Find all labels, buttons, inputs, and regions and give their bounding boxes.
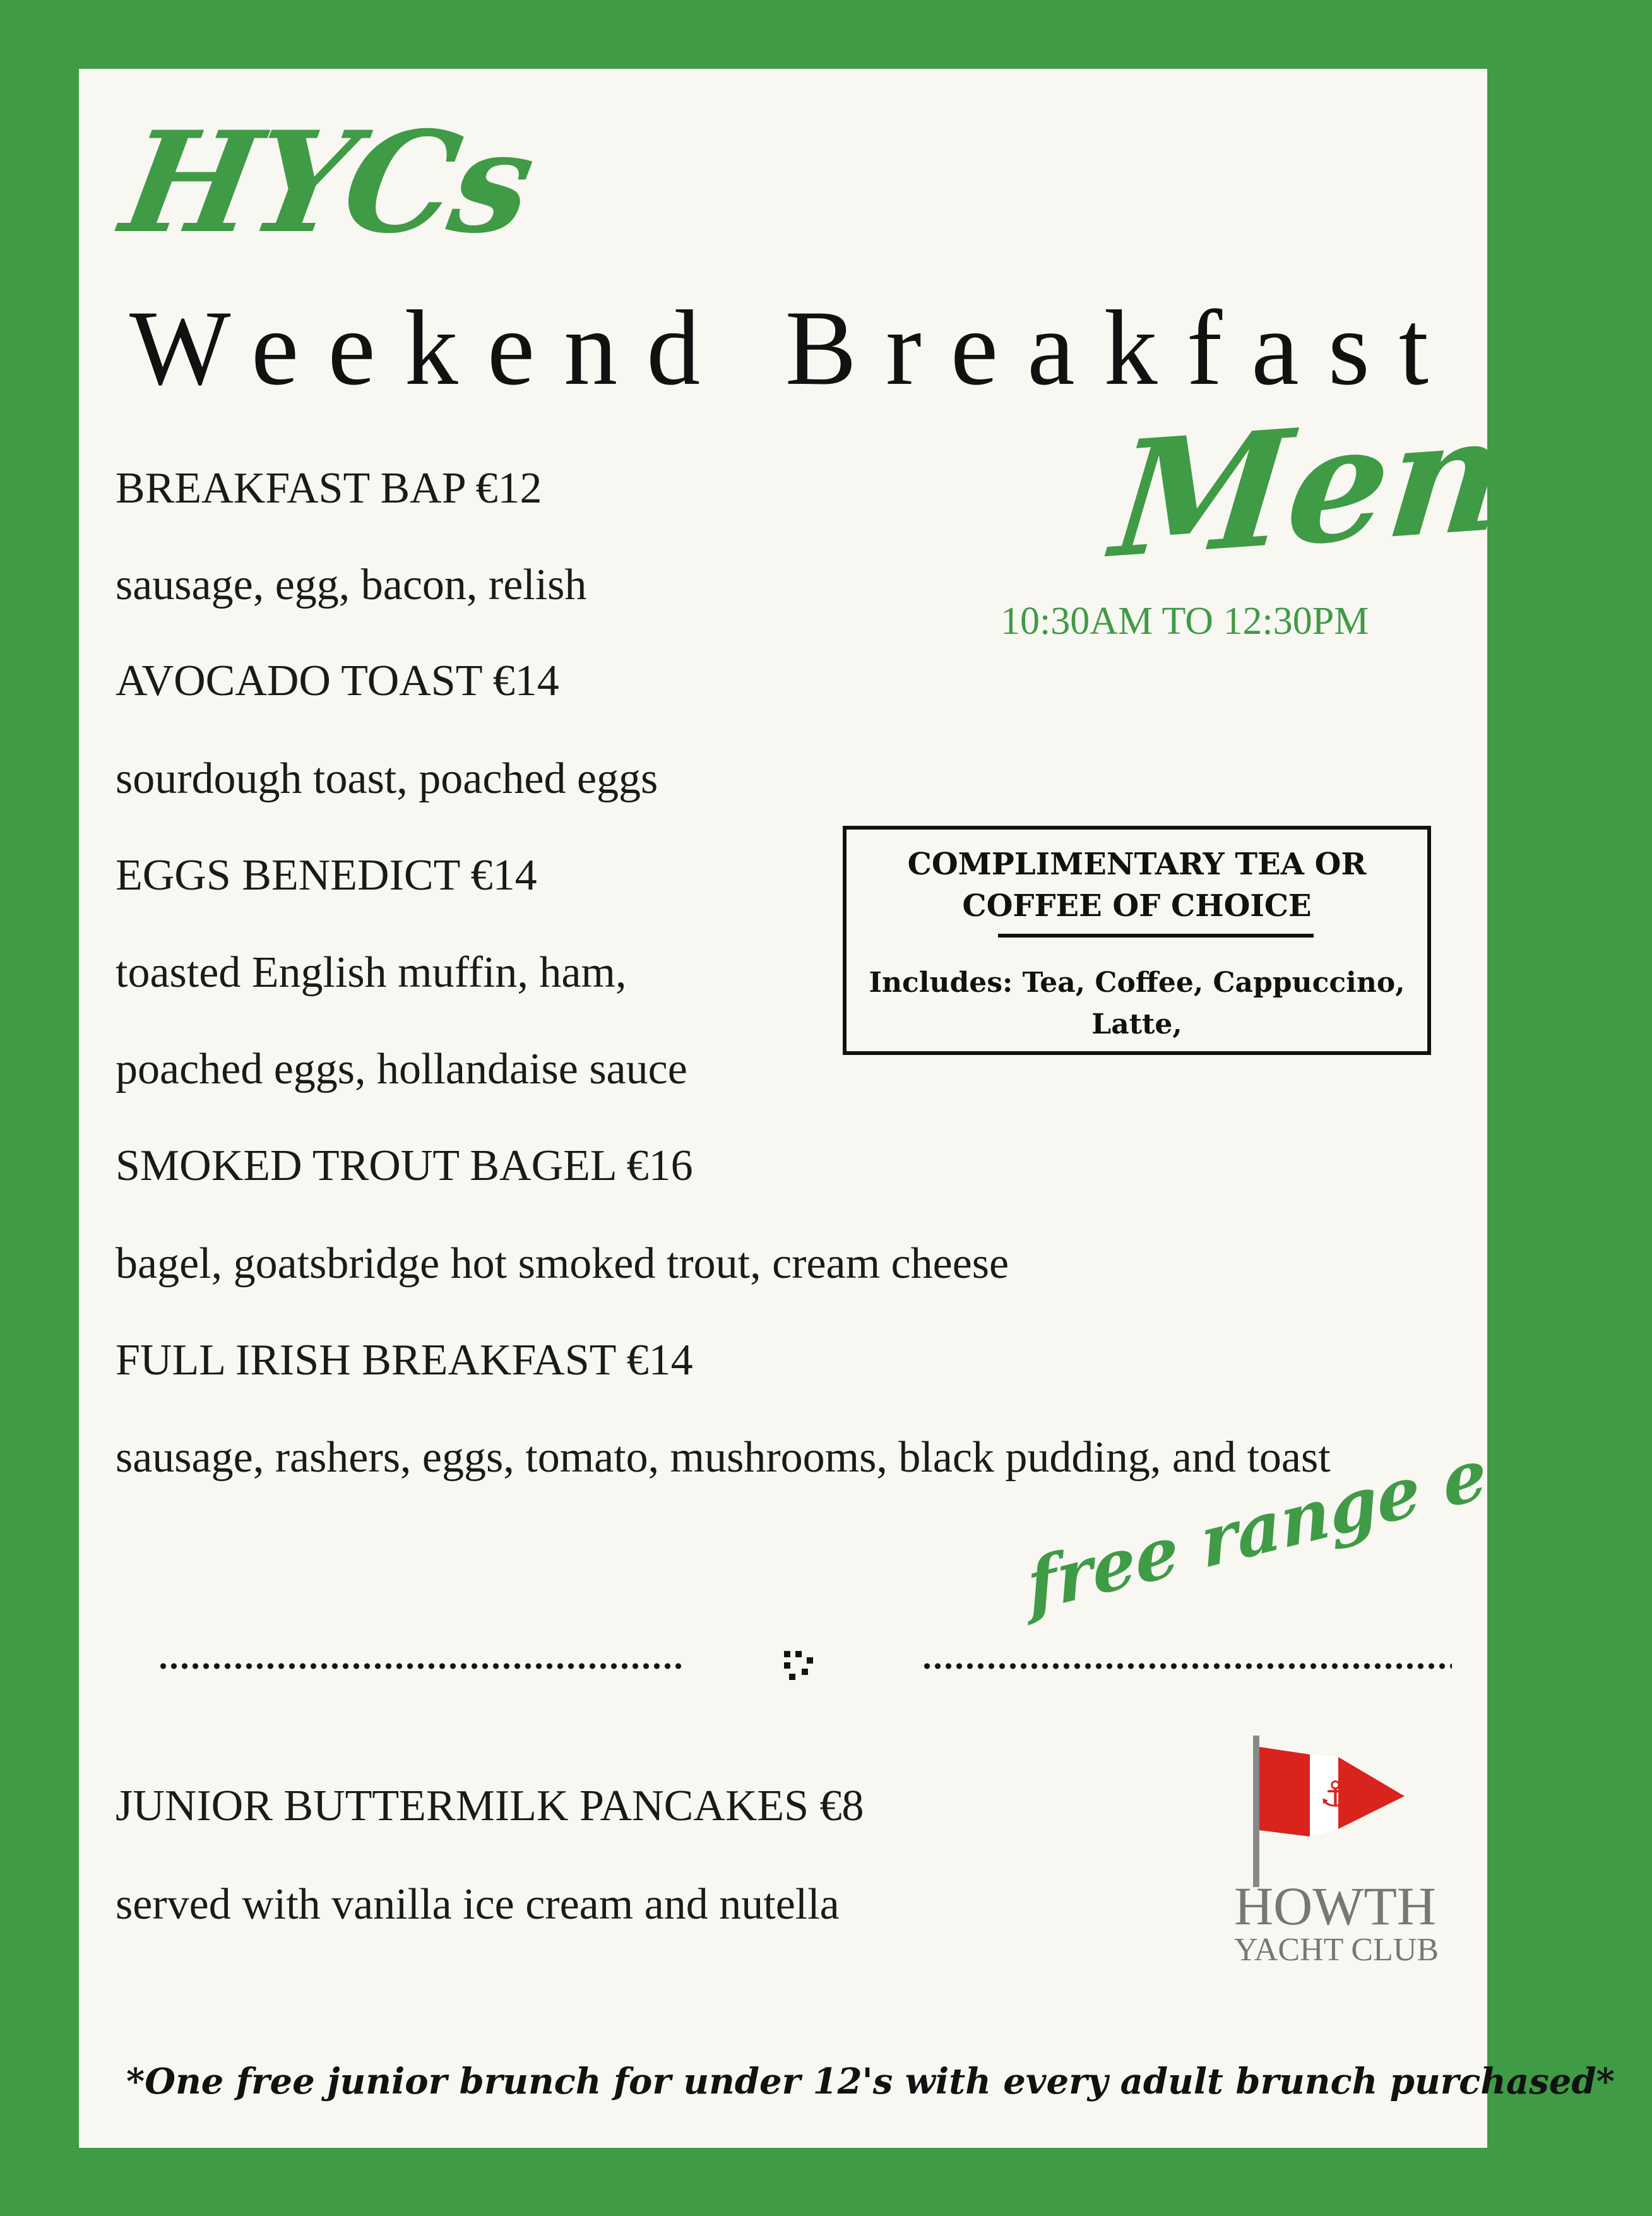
complimentary-drink-title: COMPLIMENTARY TEA OR COFFEE OF CHOICE [907,847,1367,924]
svg-text:⚓: ⚓ [1319,1774,1352,1815]
menu-item-full-irish: FULL IRISH BREAKFAST €14 [116,1336,693,1385]
service-hours: 10:30AM TO 12:30PM [1001,600,1369,643]
club-flag-icon [1240,1736,1506,1887]
free-range-callout: free range eggs! [1023,1391,1652,1628]
complimentary-drink-includes: Includes: Tea, Coffee, Cappuccino, Latte, [869,967,1405,1040]
menu-item-description: poached eggs, hollandaise sauce [116,1045,687,1093]
menu-item-description: served with vanilla ice cream and nutella [116,1880,840,1929]
menu-title: Weekend Breakfast [129,289,1458,407]
menu-item-description: sausage, rashers, eggs, tomato, mushrooms, black pudding, and toast [116,1433,1331,1482]
menu-item-smoked-trout-bagel: SMOKED TROUT BAGEL €16 [116,1141,693,1190]
ornament-icon [784,1651,814,1681]
menu-script-word: Menu [1105,371,1628,594]
brand-script: HYCs [112,100,542,264]
logo-yacht-club-text: YACHT CLUB [1234,1932,1439,1968]
menu-item-junior-pancakes: JUNIOR BUTTERMILK PANCAKES €8 [116,1782,864,1830]
menu-item-description: sourdough toast, poached eggs [116,754,658,803]
logo-howth-text: HOWTH [1234,1876,1437,1936]
divider [998,934,1314,938]
menu-item-description: sausage, egg, bacon, relish [116,561,587,609]
menu-item-description: bagel, goatsbridge hot smoked trout, cream cheese [116,1239,1009,1288]
menu-item-avocado-toast: AVOCADO TOAST €14 [116,657,559,705]
dotted-divider-left [158,1662,685,1670]
footer-note: *One free junior brunch for under 12's with every adult brunch purchased* [126,2061,1615,2102]
complimentary-drink-box [843,826,1431,1055]
menu-card [79,69,1652,2148]
menu-item-description: toasted English muffin, ham, [116,948,627,997]
menu-item-breakfast-bap: BREAKFAST BAP €12 [116,464,542,513]
dotted-divider-right [922,1662,1452,1670]
menu-item-eggs-benedict: EGGS BENEDICT €14 [116,851,537,900]
